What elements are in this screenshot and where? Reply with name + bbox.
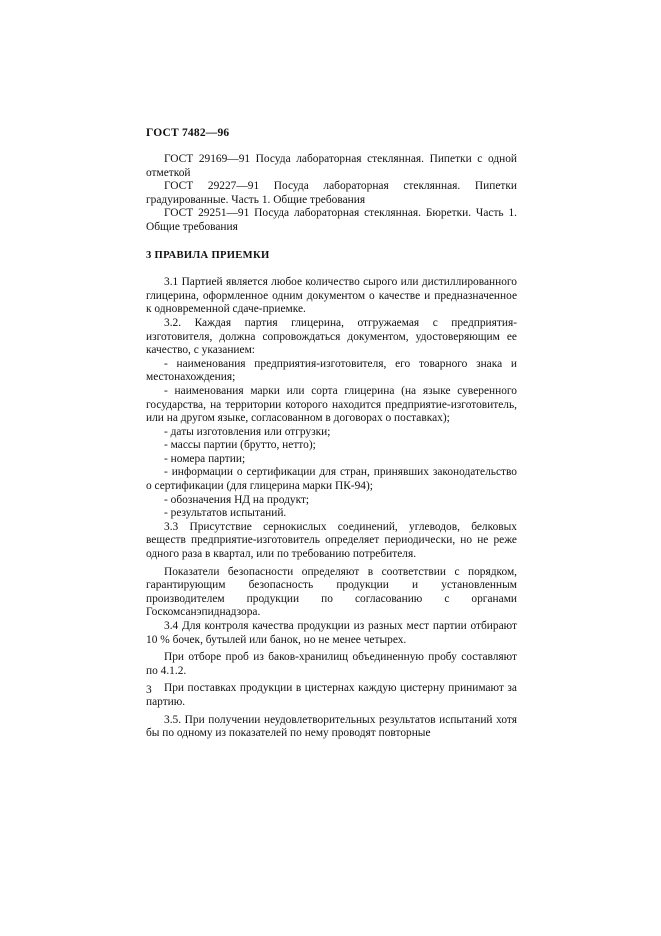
paragraph-sampling: При отборе проб из баков-хранилищ объединенную пробу составляют по 4.1.2. [146,651,517,677]
paragraph-tanks: При поставках продукции в цистернах каждую цистерну принимают за партию. [146,682,517,708]
page-number: 3 [146,684,152,696]
list-item: - массы партии (брутто, нетто); [164,439,316,452]
list-item: - номера партии; [164,452,246,465]
list-item: - наименования предприятия-изготовителя, его товарного знака и местонахождения; [146,357,517,384]
paragraph-3-3: 3.3 Присутствие сернокислых соединений, углеводов, белковых веществ предприятие-изготовитель определяет периодически, но не реже одного раза в квартал, или по требованию потребителя. [146,520,517,561]
paragraph-3-5: 3.5. При получении неудовлетворительных результатов испытаний хотя бы по одному из показателей по нему проводят повторные [146,713,517,740]
paragraph-3-4: 3.4 Для контроля качества продукции из разных мест партии отбирают 10 % бочек, бутылей или банок, но не менее четырех. [146,620,517,646]
section-title: 3 ПРАВИЛА ПРИЕМКИ [146,249,270,261]
paragraph-3-1: 3.1 Партией является любое количество сырого или дистиллированного глицерина, оформленное одним документом о качестве и предназначенное к одновременной сдаче-приемке. [146,276,517,316]
list-item: - наименования марки или сорта глицерина (на языке суверенного государства, на территории которого находится предприятие-изготовитель, или на другом языке, согласованном в договорах о поставках); [146,384,517,425]
page-content [146,153,517,741]
paragraph-3-2: 3.2. Каждая партия глицерина, отгружаемая с предприятия-изготовителя, должна сопровождаться документом, удостоверяющим ее качество, с указанием: [146,316,517,357]
list-item: - результатов испытаний. [164,507,287,520]
paragraph-safety-indicators: Показатели безопасности определяют в соответствии с порядком, гарантирующим безопасность продукции и установленным производителем продукции по согласованию с органами Госкомсанэпиднадзора. [146,565,517,619]
list-item: - информации о сертификации для стран, принявших законодательство о сертификации (для глицерина марки ПК-94); [146,466,517,493]
reference-gost-29251: ГОСТ 29251—91 Посуда лабораторная стеклянная. Бюретки. Часть 1. Общие требования [146,207,517,233]
list-item: - обозначения НД на продукт; [164,493,310,506]
running-header: ГОСТ 7482—96 [146,127,230,139]
list-item: - даты изготовления или отгрузки; [164,425,331,438]
reference-gost-29169: ГОСТ 29169—91 Посуда лабораторная стеклянная. Пипетки с одной отметкой [146,153,517,179]
reference-gost-29227: ГОСТ 29227—91 Посуда лабораторная стеклянная. Пипетки градуированные. Часть 1. Общие требования [146,180,517,206]
